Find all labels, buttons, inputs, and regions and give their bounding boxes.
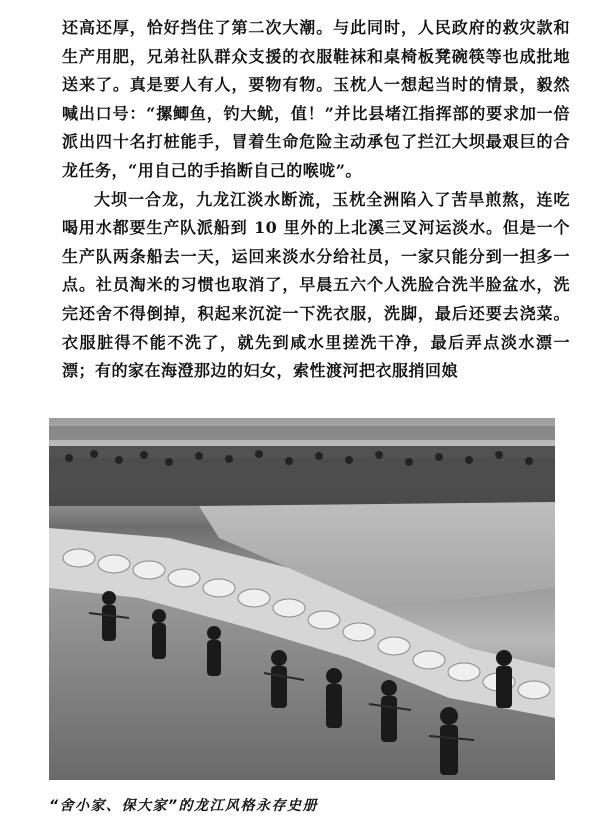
historical-photo — [49, 418, 555, 780]
dam-construction-crowd-photo — [49, 418, 555, 780]
article-body — [62, 14, 570, 386]
photo-caption: “舍小家、保大家”的龙江风格永存史册 — [49, 798, 319, 814]
article-paragraph-1: 还高还厚，恰好挡住了第二次大潮。与此同时，人民政府的救灾款和生产用肥，兄弟社队群众支援的衣服鞋袜和桌椅板凳碗筷等也成批地送来了。真是要人有人，要物有物。玉枕人一想起当时的情景，毅然喊出口号：“摞鲫鱼，钓大鱿，值！”并比县堵江指挥部的要求加一倍派出四十名打桩能手，冒着生命危险主动承包了拦江大坝最艰巨的合龙任务，“用自己的手掐断自己的喉咙”。 — [62, 18, 570, 180]
article-paragraph-2: 大坝一合龙，九龙江淡水断流，玉枕全洲陷入了苦旱煎熬，连吃喝用水都要生产队派船到 10 里外的上北溪三叉河运淡水。但是一个生产队两条船去一天，运回来淡水分给社员，一家只能分到一担多一点。社员淘米的习惯也取消了，早晨五六个人洗脸合洗半脸盆水，洗完还舍不得倒掉，积起来沉淀一下洗衣服，洗脚，最后还要去浇菜。衣服脏得不能不洗了，就先到咸水里搓洗干净，最后弄点淡水漂一漂；有的家在海澄那边的妇女，索性渡河把衣服捎回娘 — [62, 189, 570, 381]
